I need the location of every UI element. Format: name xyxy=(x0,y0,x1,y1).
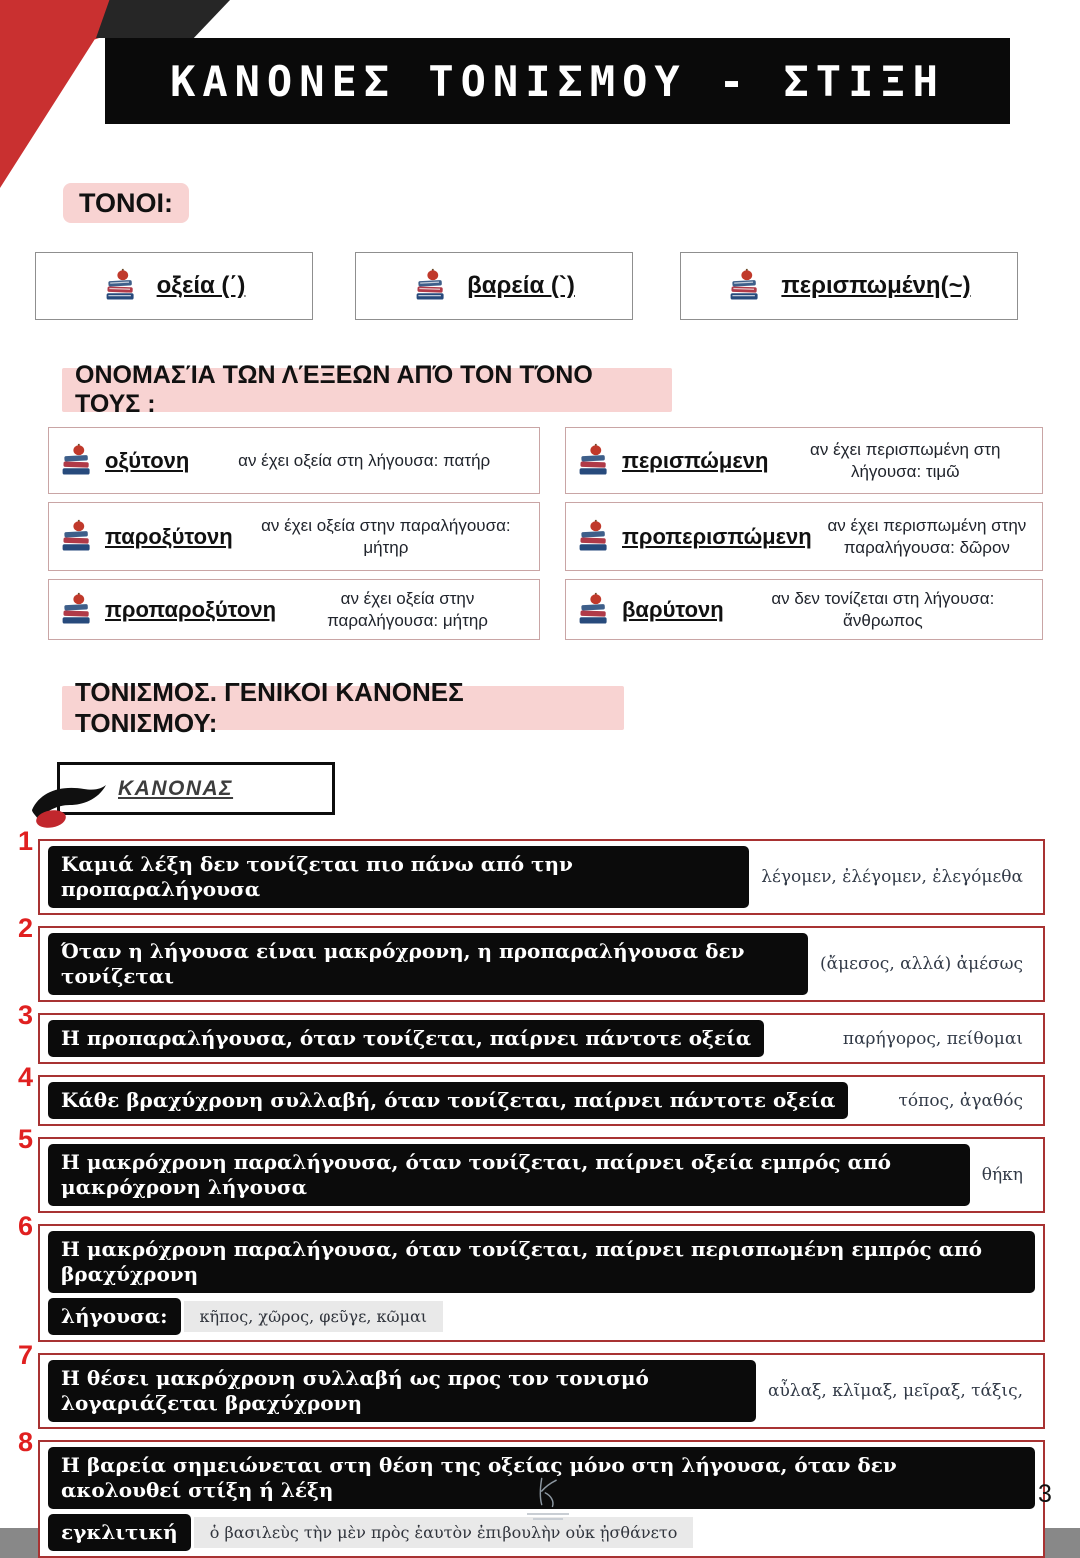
rule-statement: Η προπαραλήγουσα, όταν τονίζεται, παίρνει πάντοτε οξεία xyxy=(48,1020,764,1057)
rule-statement: Κάθε βραχύχρονη συλλαβή, όταν τονίζεται, παίρνει πάντοτε οξεία xyxy=(48,1082,848,1119)
title-bar xyxy=(105,38,1010,124)
kanonas-label: ΚΑΝΟΝΑΣ xyxy=(118,776,234,800)
page-title: ΚΑΝΟΝΕΣ ΤΟΝΙΣΜΟΥ - ΣΤΙΞΗ xyxy=(170,56,945,106)
signature-text-line xyxy=(527,1513,569,1515)
naming-desc: αν έχει οξεία στην παραλήγουσα: μήτηρ xyxy=(261,516,511,557)
naming-term: προπερισπώμενη xyxy=(622,523,812,549)
rule-statement: Όταν η λήγουσα είναι μακρόχρονη, η προπαραλήγουσα δεν τονίζεται xyxy=(48,933,808,995)
rule-statement: Η μακρόχρονη παραλήγουσα, όταν τονίζεται, παίρνει περισπωμένη εμπρός από βραχύχρονη xyxy=(48,1231,1035,1293)
naming-box-oxytoni xyxy=(48,427,540,494)
naming-desc: αν έχει περισπωμένη στη λήγουσα: τιμῶ xyxy=(810,440,1001,481)
rule-number: 6 xyxy=(18,1211,34,1241)
tone-box-oxeia xyxy=(35,252,313,320)
tone-label: περισπωμένη(~) xyxy=(781,272,971,299)
rule-number: 4 xyxy=(18,1062,34,1092)
tone-label: οξεία (΄) xyxy=(156,272,246,299)
rule-example: λέγομεν, ἐλέγομεν, ἐλεγόμεθα xyxy=(761,867,1023,887)
naming-box-perispomeni xyxy=(565,427,1043,494)
signature-text-line xyxy=(533,1518,563,1520)
tones-heading: ΤΟΝΟΙ: xyxy=(63,183,189,223)
rule-4 xyxy=(18,1062,1045,1126)
book-stack-icon xyxy=(576,443,612,479)
rule-statement: Η θέσει μακρόχρονη συλλαβή ως προς τον τονισμό λογαριάζεται βραχύχρονη xyxy=(48,1360,756,1422)
naming-term: παροξύτονη xyxy=(105,523,233,549)
book-stack-icon xyxy=(727,268,763,304)
signature-logo xyxy=(520,1474,576,1520)
book-stack-icon xyxy=(103,268,139,304)
rule-example: τόπος, ἀγαθός xyxy=(898,1090,1023,1111)
rule-statement-cont: εγκλιτική xyxy=(48,1514,191,1551)
naming-box-properispomeni xyxy=(565,502,1043,571)
rule-number: 3 xyxy=(18,1000,34,1030)
naming-grid xyxy=(48,427,1043,640)
rule-2 xyxy=(18,913,1045,1002)
corner-dark-shape xyxy=(96,0,230,38)
rules-heading: ΤΟΝΙΣΜΟΣ. ΓΕΝΙΚΟΙ ΚΑΝΟΝΕΣ ΤΟΝΙΣΜΟΥ: xyxy=(62,686,624,730)
rule-statement: Η μακρόχρονη παραλήγουσα, όταν τονίζεται, παίρνει οξεία εμπρός από μακρόχρονη λήγουσα xyxy=(48,1144,970,1206)
rule-7 xyxy=(18,1340,1045,1429)
rule-statement: Η βαρεία σημειώνεται στη θέση της οξείας μόνο στη λήγουσα, όταν δεν ακολουθεί στίξη ή λέξη xyxy=(48,1447,1035,1509)
rules-list xyxy=(18,826,1045,1558)
rule-number: 8 xyxy=(18,1427,34,1457)
naming-box-barytoni xyxy=(565,579,1043,640)
rule-number: 1 xyxy=(18,826,34,856)
bird-icon xyxy=(24,780,110,832)
rule-5 xyxy=(18,1124,1045,1213)
rule-example: (ἄμεσος, αλλά) ἀμέσως xyxy=(819,954,1023,974)
naming-desc: αν έχει περισπωμένη στην παραλήγουσα: δῶρον xyxy=(827,516,1027,557)
tone-box-perispomeni xyxy=(680,252,1018,320)
naming-desc: αν έχει οξεία στην παραλήγουσα: μήτηρ xyxy=(327,589,488,630)
naming-term: περισπώμενη xyxy=(622,447,769,473)
rule-1 xyxy=(18,826,1045,915)
rule-number: 5 xyxy=(18,1124,34,1154)
book-stack-icon xyxy=(413,268,449,304)
naming-desc: αν δεν τονίζεται στη λήγουσα: ἄνθρωπος xyxy=(771,589,995,630)
rule-example: κῆπος, χῶρος, φεῦγε, κῶμαι xyxy=(184,1301,444,1332)
naming-term: βαρύτονη xyxy=(622,596,724,622)
rule-example: παρήγορος, πείθομαι xyxy=(842,1028,1023,1049)
naming-desc: αν έχει οξεία στη λήγουσα: πατήρ xyxy=(238,450,491,470)
rule-statement: Καμιά λέξη δεν τονίζεται πιο πάνω από την προπαραλήγουσα xyxy=(48,846,749,908)
naming-box-paroxytoni xyxy=(48,502,540,571)
naming-term: οξύτονη xyxy=(105,447,190,473)
rule-3 xyxy=(18,1000,1045,1064)
signature-monogram-icon xyxy=(530,1474,566,1510)
rule-example: θήκη xyxy=(981,1165,1023,1185)
book-stack-icon xyxy=(59,443,95,479)
naming-box-proparoxytoni xyxy=(48,579,540,640)
rule-number: 2 xyxy=(18,913,34,943)
tone-box-bareia xyxy=(355,252,633,320)
tone-label: βαρεία (`) xyxy=(467,272,575,299)
book-stack-icon xyxy=(576,519,612,555)
book-stack-icon xyxy=(59,519,95,555)
book-stack-icon xyxy=(59,592,95,628)
naming-heading: ΟΝΟΜΑΣΊΑ ΤΩΝ ΛΈΞΕΩΝ ΑΠΌ ΤΟΝ ΤΌΝΟ ΤΟΥΣ : xyxy=(62,368,672,412)
rule-6 xyxy=(18,1211,1045,1342)
naming-term: προπαροξύτονη xyxy=(105,596,277,622)
rule-example: αὖλαξ, κλῖμαξ, μεῖραξ, τάξις, xyxy=(767,1381,1023,1401)
rule-number: 7 xyxy=(18,1340,34,1370)
rule-example: ὁ βασιλεὺς τὴν μὲν πρὸς ἑαυτὸν ἐπιβουλὴν οὐκ ᾐσθάνετο xyxy=(194,1517,694,1548)
rule-statement-cont: λήγουσα: xyxy=(48,1298,181,1335)
book-stack-icon xyxy=(576,592,612,628)
page-number: 3 xyxy=(1038,1480,1052,1508)
